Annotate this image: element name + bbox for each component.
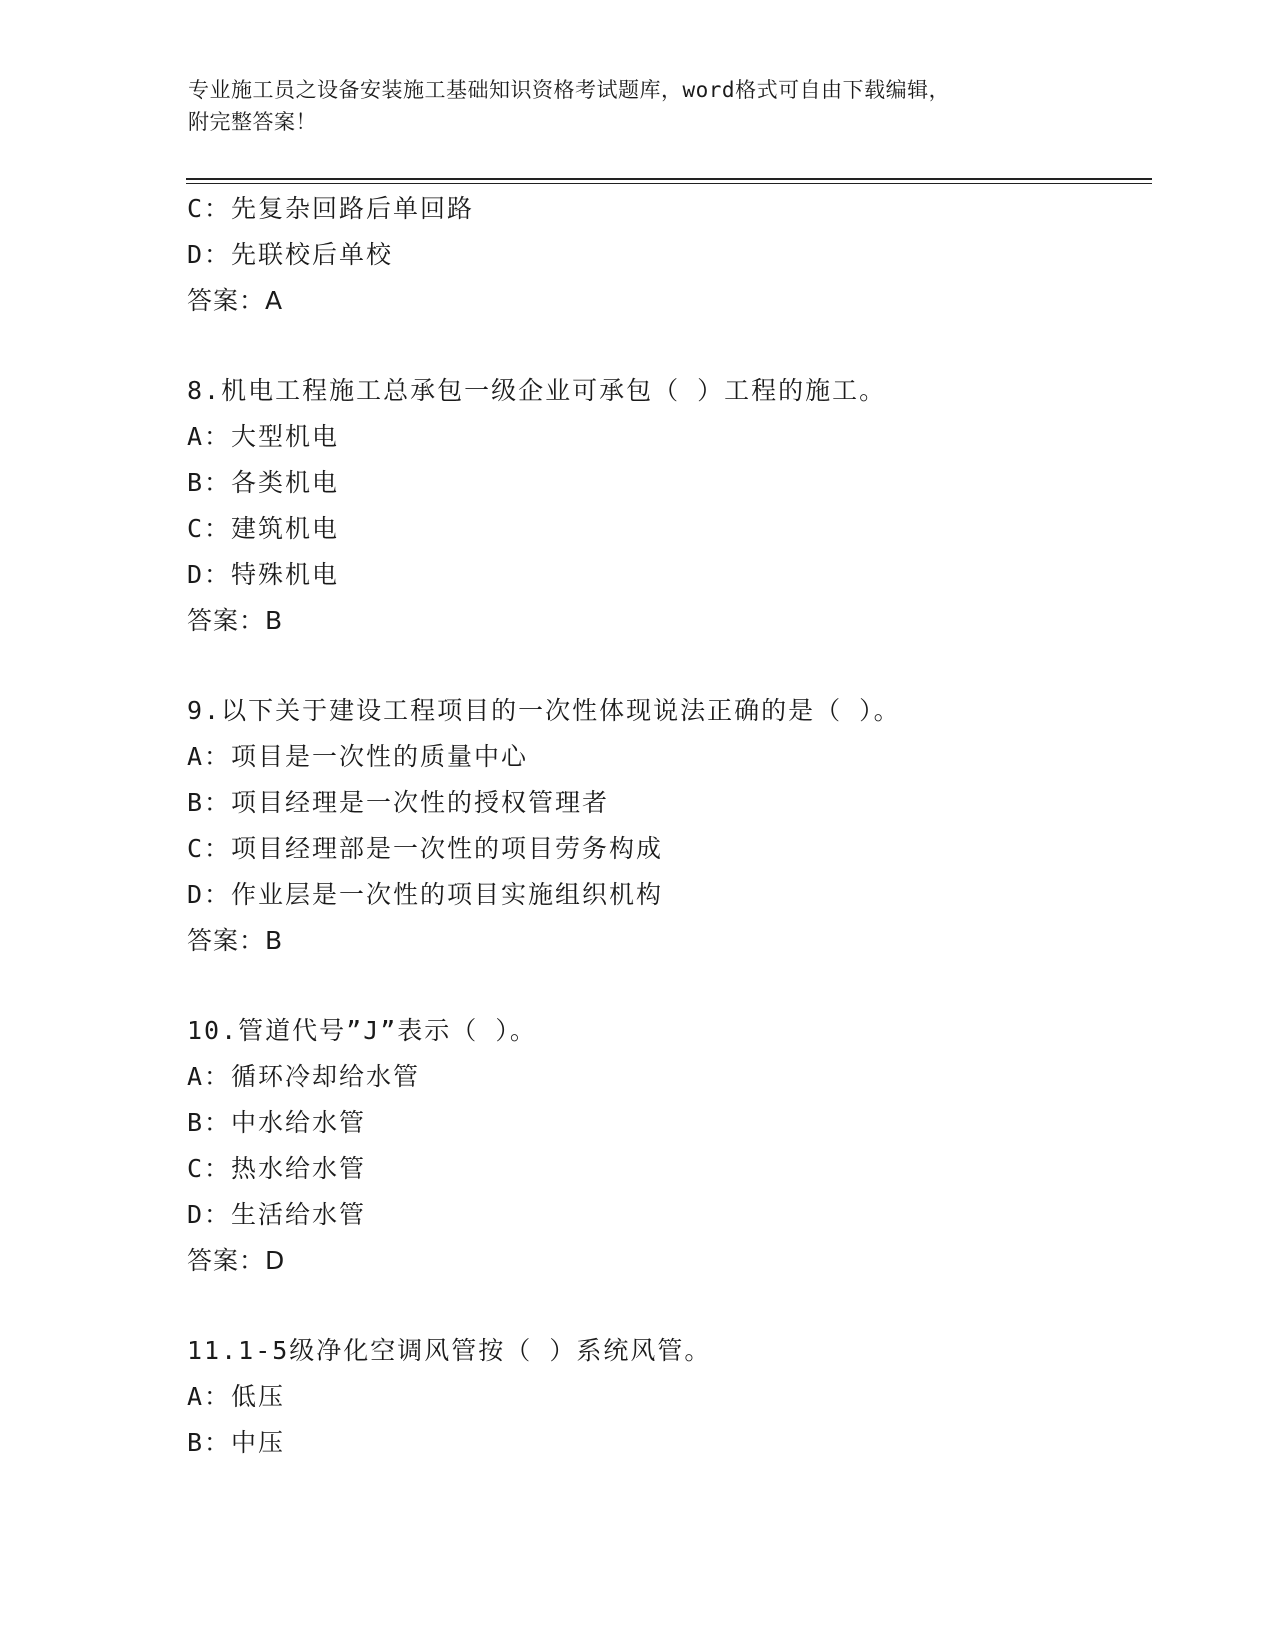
option-b: B：各类机电: [187, 468, 340, 497]
question-block: [187, 1008, 1147, 1284]
option-d: D：作业层是一次性的项目实施组织机构: [187, 880, 664, 909]
question-stem: 10.管道代号”J”表示（ ）。: [187, 1016, 537, 1045]
header-rule-thin: [186, 183, 1152, 184]
question-block: [187, 688, 1147, 964]
answer: 答案：B: [187, 606, 284, 635]
option-d: D：特殊机电: [187, 560, 340, 589]
document-header: [188, 74, 1088, 138]
option-a: A：循环冷却给水管: [187, 1062, 421, 1091]
header-line-2: 附完整答案！: [188, 110, 317, 134]
option-a: A：大型机电: [187, 422, 340, 451]
option-d: D：生活给水管: [187, 1200, 367, 1229]
question-block: [187, 186, 1147, 324]
option-c: C：项目经理部是一次性的项目劳务构成: [187, 834, 664, 863]
option-d: D：先联校后单校: [187, 240, 394, 269]
question-stem: 9.以下关于建设工程项目的一次性体现说法正确的是（ ）。: [187, 696, 901, 725]
option-b: B：项目经理是一次性的授权管理者: [187, 788, 610, 817]
option-c: C：先复杂回路后单回路: [187, 194, 475, 223]
question-block: [187, 1328, 1147, 1466]
option-a: A：项目是一次性的质量中心: [187, 742, 529, 771]
question-stem: 8.机电工程施工总承包一级企业可承包（ ）工程的施工。: [187, 376, 887, 405]
header-line-1: 专业施工员之设备安装施工基础知识资格考试题库，word格式可自由下载编辑，: [188, 78, 951, 102]
question-block: [187, 368, 1147, 644]
option-c: C：热水给水管: [187, 1154, 367, 1183]
question-list: [187, 186, 1147, 1466]
answer: 答案：A: [187, 286, 284, 315]
answer: 答案：B: [187, 926, 284, 955]
option-b: B：中水给水管: [187, 1108, 367, 1137]
option-b: B：中压: [187, 1428, 286, 1457]
question-stem: 11.1-5级净化空调风管按（ ）系统风管。: [187, 1336, 712, 1365]
option-a: A：低压: [187, 1382, 286, 1411]
header-rule-thick: [186, 178, 1152, 180]
answer: 答案：D: [187, 1246, 286, 1275]
option-c: C：建筑机电: [187, 514, 340, 543]
